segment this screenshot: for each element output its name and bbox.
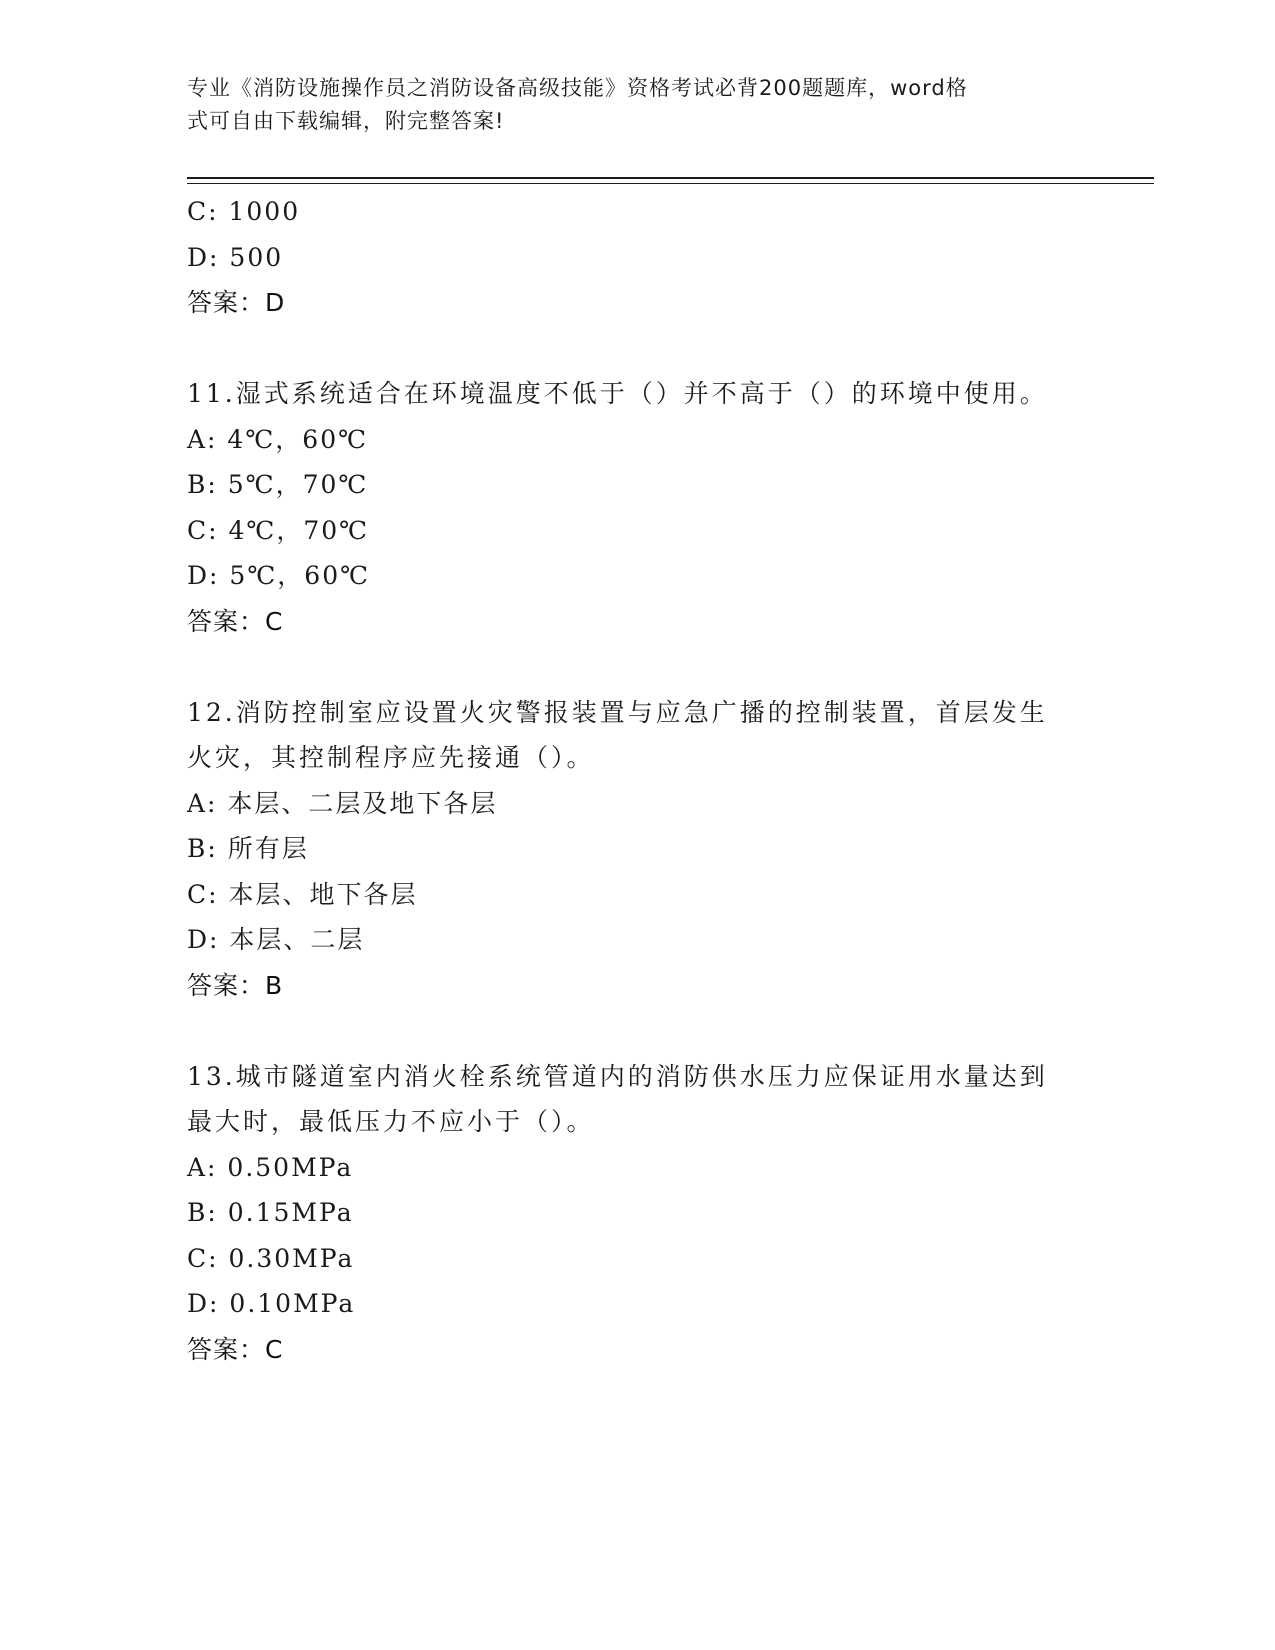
option-a: A: 4℃，60℃ (187, 424, 369, 454)
answer-line: 答案：D (187, 288, 286, 317)
option-d: D: 5℃，60℃ (187, 561, 371, 590)
option-d: D: 0.10MPa (187, 1289, 356, 1318)
question-13 (187, 1054, 1087, 1373)
answer-line: 答案：C (187, 1334, 284, 1364)
option-a: A: 本层、二层及地下各层 (187, 788, 498, 818)
document-header (187, 72, 1067, 138)
spacer (187, 1008, 1087, 1054)
spacer (187, 326, 1087, 372)
option-c: C: 4℃，70℃ (187, 515, 370, 545)
option-b: B: 所有层 (187, 834, 309, 863)
option-c: C: 0.30MPa (187, 1243, 355, 1273)
spacer (187, 644, 1087, 690)
header-line-1: 专业《消防设施操作员之消防设备高级技能》资格考试必背200题题库，word格 (187, 76, 968, 100)
question-fragment-10 (187, 189, 1087, 326)
option-b: B: 5℃，70℃ (187, 470, 369, 499)
question-11 (187, 371, 1087, 644)
option-a: A: 0.50MPa (187, 1152, 354, 1182)
question-text-line-1: 12.消防控制室应设置火灾警报装置与应急广播的控制装置，首层发生 (187, 697, 1048, 727)
option-c: C: 1000 (187, 197, 301, 226)
option-b: B: 0.15MPa (187, 1198, 354, 1227)
question-text: 11.湿式系统适合在环境温度不低于（）并不高于（）的环境中使用。 (187, 379, 1048, 408)
option-d: D: 本层、二层 (187, 925, 365, 954)
question-12 (187, 690, 1087, 1009)
header-line-2: 式可自由下载编辑，附完整答案! (187, 109, 505, 133)
header-divider-thin (187, 183, 1154, 184)
question-text-line-1: 13.城市隧道室内消火栓系统管道内的消防供水压力应保证用水量达到 (187, 1061, 1048, 1091)
question-text-line-2: 火灾，其控制程序应先接通（）。 (187, 743, 595, 772)
header-divider-thick (187, 177, 1154, 179)
option-c: C: 本层、地下各层 (187, 879, 418, 909)
option-d: D: 500 (187, 242, 284, 272)
answer-line: 答案：C (187, 606, 284, 636)
answer-line: 答案：B (187, 970, 284, 1000)
question-list (187, 189, 1087, 1372)
question-text-line-2: 最大时，最低压力不应小于（）。 (187, 1107, 595, 1136)
